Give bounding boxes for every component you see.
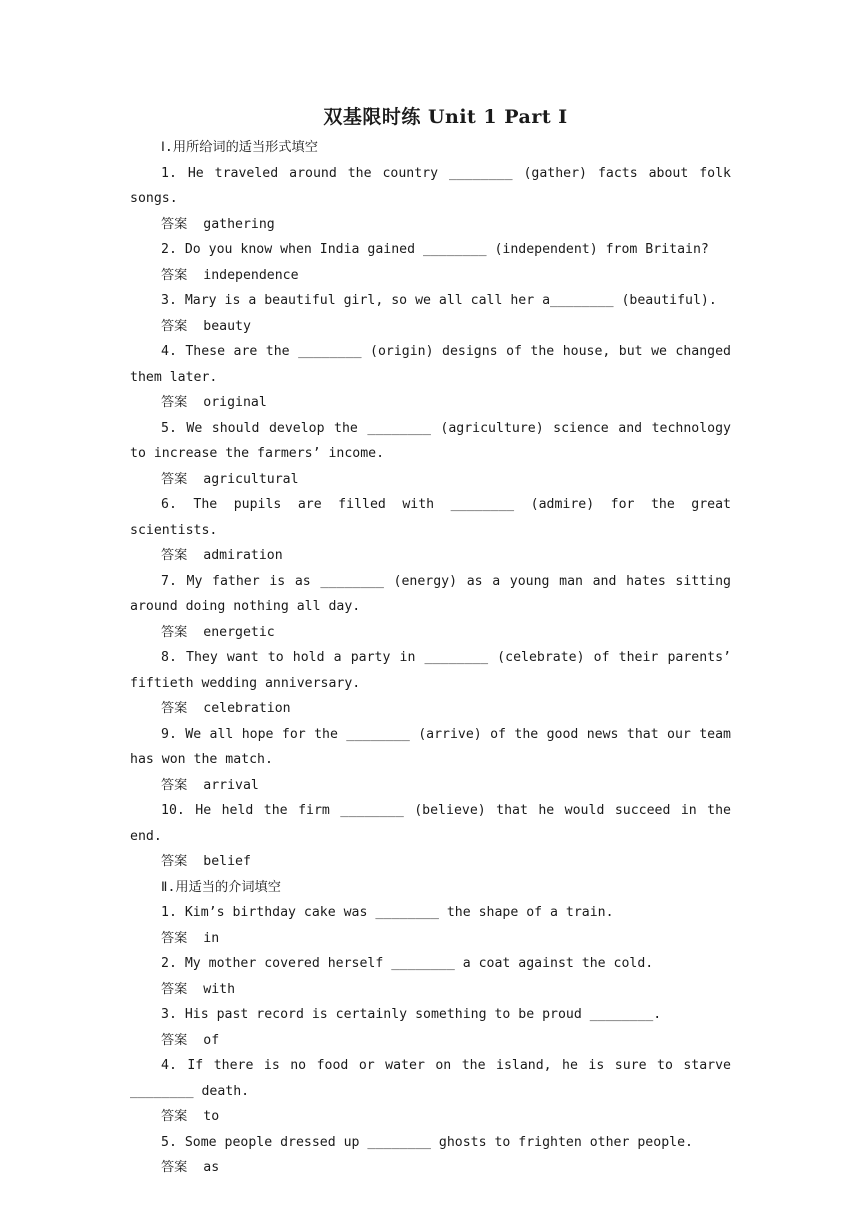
question-item: 4. If there is no food or water on the island, he is sure to starve ________ death. bbox=[130, 1058, 731, 1099]
question-item: 4. These are the ________ (origin) designs of the house, but we changed them later. bbox=[130, 344, 731, 385]
answer-line bbox=[130, 773, 731, 799]
answer-value: admiration bbox=[203, 548, 283, 563]
question-item: 2. Do you know when India gained ________ (independent) from Britain? bbox=[161, 242, 709, 257]
answer-label: 答案 bbox=[161, 395, 188, 410]
answer-label: 答案 bbox=[161, 1160, 188, 1175]
answer-label: 答案 bbox=[161, 701, 188, 716]
answer-line bbox=[130, 977, 731, 1003]
answer-value: agricultural bbox=[203, 471, 299, 487]
answer-line bbox=[130, 926, 731, 952]
answer-line bbox=[130, 620, 731, 646]
question-item: 2. My mother covered herself ________ a coat against the cold. bbox=[161, 956, 654, 971]
answer-label: 答案 bbox=[161, 471, 188, 487]
answer-label: 答案 bbox=[161, 216, 188, 232]
answer-value: belief bbox=[203, 854, 251, 869]
question-item: 9. We all hope for the ________ (arrive) of the good news that our team has won the match. bbox=[130, 726, 731, 767]
answer-value: of bbox=[203, 1032, 220, 1048]
answer-line bbox=[130, 467, 731, 493]
answer-line bbox=[130, 390, 731, 416]
question-item: 5. Some people dressed up ________ ghosts to frighten other people. bbox=[161, 1134, 693, 1150]
answer-value: energetic bbox=[203, 624, 275, 640]
answer-label: 答案 bbox=[161, 981, 188, 997]
answer-line bbox=[130, 212, 731, 238]
answer-value: as bbox=[203, 1160, 220, 1175]
answer-value: independence bbox=[203, 267, 299, 283]
question-item: 1. Kim’s birthday cake was ________ the shape of a train. bbox=[161, 905, 614, 920]
answer-label: 答案 bbox=[161, 1032, 188, 1048]
question-item: 8. They want to hold a party in ________ (celebrate) of their parents’ fiftieth wedding anniversary. bbox=[130, 650, 731, 691]
answer-label: 答案 bbox=[161, 777, 188, 793]
answer-line bbox=[130, 1104, 731, 1130]
question-item: 7. My father is as ________ (energy) as a young man and hates sitting around doing nothing all day. bbox=[130, 573, 731, 614]
answer-line bbox=[130, 849, 731, 875]
question-item: 3. Mary is a beautiful girl, so we all call her a________ (beautiful). bbox=[161, 293, 717, 308]
answer-label: 答案 bbox=[161, 267, 188, 283]
question-item: 1. He traveled around the country ________ (gather) facts about folk songs. bbox=[130, 165, 731, 206]
worksheet-page bbox=[130, 103, 731, 1181]
answer-line bbox=[130, 543, 731, 569]
answer-label: 答案 bbox=[161, 854, 188, 869]
section-heading: Ⅰ.用所给词的适当形式填空 bbox=[161, 140, 318, 155]
answer-value: celebration bbox=[203, 701, 291, 716]
page-title: 双基限时练 Unit 1 Part Ⅰ bbox=[323, 106, 568, 128]
answer-line bbox=[130, 1028, 731, 1054]
answer-label: 答案 bbox=[161, 930, 188, 946]
answer-label: 答案 bbox=[161, 318, 188, 334]
answer-line bbox=[130, 1155, 731, 1181]
answer-label: 答案 bbox=[161, 548, 188, 563]
answer-value: gathering bbox=[203, 216, 275, 232]
answer-line bbox=[130, 314, 731, 340]
answer-value: beauty bbox=[203, 318, 251, 334]
answer-line bbox=[130, 696, 731, 722]
question-item: 3. His past record is certainly something to be proud ________. bbox=[161, 1007, 662, 1022]
answer-value: with bbox=[203, 981, 236, 997]
question-item: 5. We should develop the ________ (agriculture) science and technology to increase the farmers’ income. bbox=[130, 420, 731, 461]
answer-label: 答案 bbox=[161, 624, 188, 640]
answer-value: original bbox=[203, 395, 267, 410]
answer-line bbox=[130, 263, 731, 289]
answer-value: arrival bbox=[203, 777, 259, 793]
answer-label: 答案 bbox=[161, 1109, 188, 1124]
answer-value: to bbox=[203, 1109, 220, 1124]
answer-value: in bbox=[203, 930, 220, 946]
worksheet-content bbox=[130, 135, 731, 1181]
section-heading: Ⅱ.用适当的介词填空 bbox=[161, 879, 281, 895]
question-item: 10. He held the firm ________ (believe) that he would succeed in the end. bbox=[130, 803, 731, 844]
question-item: 6. The pupils are filled with ________ (admire) for the great scientists. bbox=[130, 497, 731, 538]
